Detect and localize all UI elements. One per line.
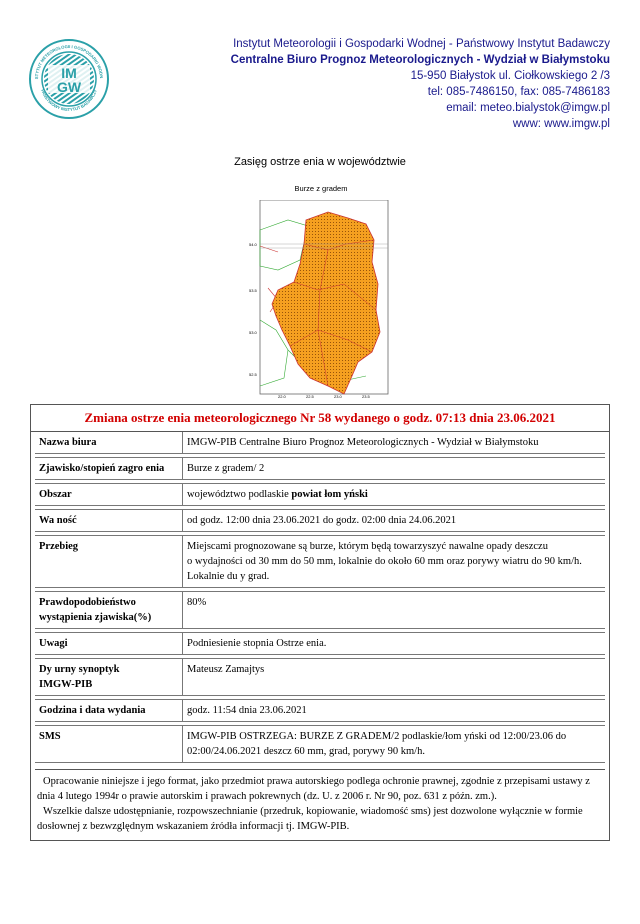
- row-value: [183, 536, 605, 587]
- row-label: Nazwa biura: [35, 432, 183, 453]
- row-phenomenon: [35, 457, 605, 480]
- row-value: Podniesienie stopnia Ostrze enia.: [187, 638, 327, 649]
- logo-ring-top: STYTUT METEOROLOGII I GOSPODARKI WODN: [33, 43, 105, 80]
- email[interactable]: email: meteo.bialystok@imgw.pl: [446, 102, 610, 114]
- row-label: SMS: [35, 726, 183, 762]
- lon-label: 22.0: [278, 394, 286, 398]
- copyright-paragraph: Wszelkie dalsze udostępnianie, rozpowszechnianie (przedruk, kopiowanie, wiadomość sms) jest dozwolone wyłącznie w formie dosłownej z bezwzględnym wskazaniem źródła informacji tj. IMGW-PIB.: [37, 806, 583, 832]
- logo-text-top: IM: [61, 65, 77, 81]
- row-probability: [35, 591, 605, 629]
- row-value: [183, 726, 605, 762]
- row-label: Przebieg: [35, 536, 183, 587]
- row-value: Mateusz Zamajtys: [187, 664, 265, 675]
- website[interactable]: www: www.imgw.pl: [512, 118, 610, 130]
- phone-fax: tel: 085-7486150, fax: 085-7486183: [427, 86, 610, 98]
- row-label: Wa ność: [35, 510, 183, 531]
- warning-map: [248, 184, 394, 398]
- row-value: IMGW-PIB Centralne Biuro Prognoz Meteorologicznych - Wydział w Białymstoku: [187, 437, 539, 448]
- row-label: Godzina i data wydania: [35, 700, 183, 721]
- label-line: Dy urny synoptyk: [39, 664, 120, 675]
- row-sms: [35, 725, 605, 763]
- map-title: Zasięg ostrze enia w województwie: [234, 156, 406, 168]
- sms-line: IMGW-PIB OSTRZEGA: BURZE Z GRADEM/2 podlaskie/łom yński od 12:00/23.06 do: [187, 731, 567, 742]
- map-subtitle: Burze z gradem: [294, 184, 348, 193]
- course-line: Lokalnie du y grad.: [187, 571, 270, 582]
- row-value: 80%: [187, 597, 207, 608]
- warning-table: [30, 404, 610, 841]
- copyright-paragraph: Opracowanie niniejsze i jego format, jako przedmiot prawa autorskiego podlega ochronie prawnej, zgodnie z przepisami ustawy z dnia 4 lutego 1994r o prawie autorskim i prawach pokrewnych (dz. U. z 2006 r. Nr 90, poz. 631 z późn. zm.).: [37, 776, 590, 802]
- row-area: [35, 483, 605, 506]
- course-line: Miejscami prognozowane są burze, którym będą towarzyszyć nawalne opady deszczu: [187, 541, 548, 552]
- row-course: [35, 535, 605, 588]
- row-value: od godz. 12:00 dnia 23.06.2021 do godz. 02:00 dnia 24.06.2021: [187, 515, 457, 526]
- label-line: IMGW-PIB: [39, 679, 93, 690]
- copyright-notice: [35, 769, 605, 836]
- area-region: województwo podlaskie: [187, 489, 292, 500]
- warning-title: Zmiana ostrze enia meteorologicznego Nr 58 wydanego o godz. 07:13 dnia 23.06.2021: [31, 405, 609, 432]
- row-forecaster: [35, 658, 605, 696]
- label-line: wystąpienia zjawiska(%): [39, 612, 152, 623]
- row-label: [35, 592, 183, 628]
- row-value: [183, 484, 605, 505]
- row-label: Zjawisko/stopień zagro enia: [35, 458, 183, 479]
- map-canvas: [248, 200, 394, 398]
- lon-label: 23.0: [334, 394, 342, 398]
- lat-label: 53.0: [249, 330, 257, 335]
- row-label: Uwagi: [35, 633, 183, 654]
- row-office: [35, 432, 605, 454]
- lat-label: 54.0: [249, 242, 257, 247]
- logo-text-bottom: GW: [56, 79, 82, 95]
- sms-line: 02:00/24.06.2021 deszcz 60 mm, grad, porywy 90 km/h.: [187, 746, 425, 757]
- lon-label: 23.5: [362, 394, 370, 398]
- institution-name: Instytut Meteorologii i Gospodarki Wodnej - Państwowy Instytut Badawczy: [233, 38, 610, 50]
- row-value: Burze z gradem/ 2: [187, 463, 265, 474]
- institution-header: [190, 36, 610, 132]
- lon-label: 22.5: [306, 394, 314, 398]
- row-label: Obszar: [35, 484, 183, 505]
- label-line: Prawdopodobieństwo: [39, 597, 136, 608]
- logo-ring-bottom: PAŃSTWOWY INSTYTUT BADAWCZY: [40, 88, 98, 113]
- area-county: powiat łom yński: [291, 489, 368, 500]
- row-label: [35, 659, 183, 695]
- course-line: o wydajności od 30 mm do 50 mm, lokalnie do około 60 mm oraz porywy wiatru do 90 km/h.: [187, 556, 582, 567]
- row-issued: [35, 699, 605, 722]
- address: 15-950 Białystok ul. Ciołkowskiego 2 /3: [410, 70, 610, 82]
- row-value: godz. 11:54 dnia 23.06.2021: [187, 705, 307, 716]
- lat-label: 53.5: [249, 288, 257, 293]
- imgw-logo: [28, 38, 110, 120]
- row-remarks: [35, 632, 605, 655]
- office-name: Centralne Biuro Prognoz Meteorologicznych - Wydział w Białymstoku: [230, 54, 610, 66]
- lat-label: 52.5: [249, 372, 257, 377]
- row-validity: [35, 509, 605, 532]
